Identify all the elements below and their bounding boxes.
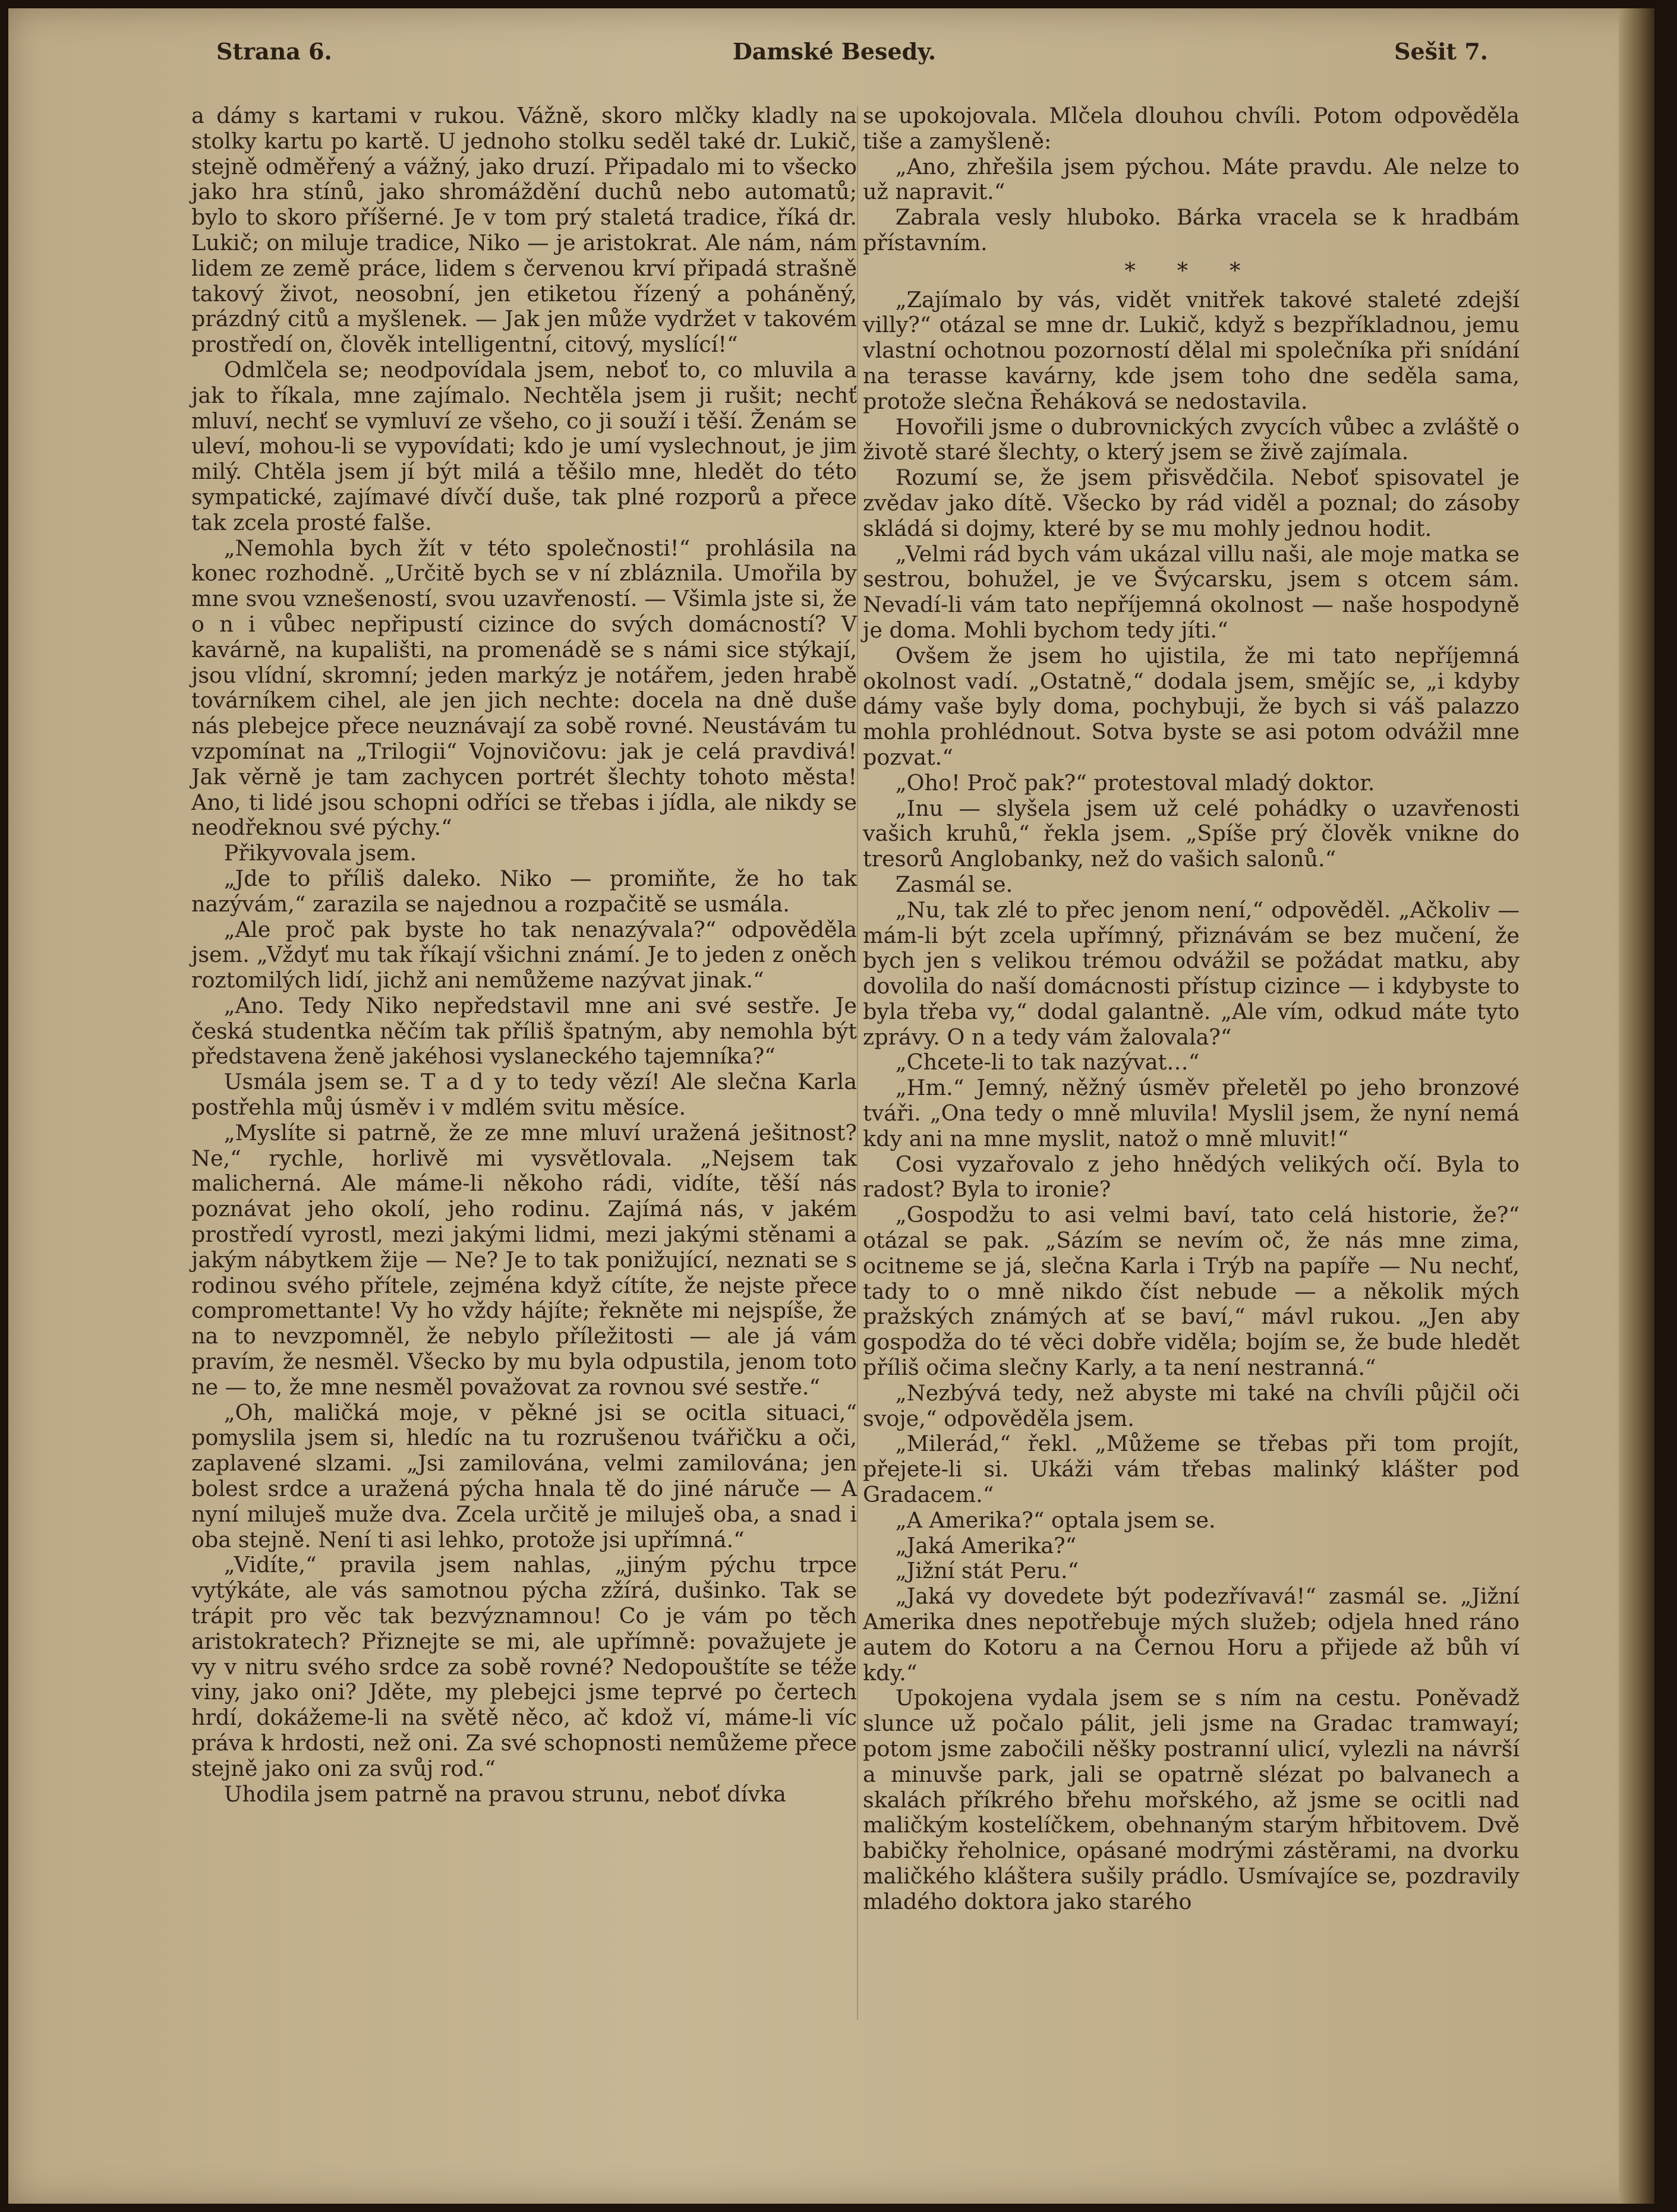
- paragraph: „Zajímalo by vás, vidět vnitřek takové staleté zdejší villy?“ otázal se mne dr. Lukič, když s bezpříkladnou, jemu vlastní ochotnou pozorností dělal mi společníka při snídání na terasse kavárny, kde jsem toho dne seděla sama, protože slečna Řeháková se nedostavila.: [863, 286, 1520, 414]
- paragraph: „Oho! Proč pak?“ protestoval mladý doktor.: [895, 769, 1375, 796]
- page-header: [181, 32, 1488, 74]
- paragraph: Zabrala vesly hluboko. Bárka vracela se k hradbám přístavním.: [863, 204, 1520, 255]
- paragraph: Hovořili jsme o dubrovnických zvycích vůbec a zvláště o životě staré šlechty, o který jsem se živě zajímala.: [863, 414, 1520, 465]
- paragraph: „Oh, maličká moje, v pěkné jsi se ocitla situaci,“ pomyslila jsem si, hledíc na tu rozrušenou tvářičku a oči, zaplavené slzami. „Jsi zamilována, velmi zamilována; jen bolest srdce a uražená pýcha hnala tě do jiné náruče — A nyní miluješ muže dva. Zcela určitě je miluješ oba, a snad i oba stejně. Není ti asi lehko, protože jsi upřímná.“: [191, 1399, 857, 1552]
- paragraph: „Chcete-li to tak nazývat…“: [895, 1049, 1200, 1075]
- paragraph: Upokojena vydala jsem se s ním na cestu. Poněvadž slunce už počalo pálit, jeli jsme na Gradac tramwayí; potom jsme zabočili něšky postranní ulicí, vylezli na návrší a minuvše park, jali se opatrně slézat po balvanech a skalách příkrého břehu mořského, až jsme se ocitli nad maličkým kostelíčkem, obehnaným starým hřbitovem. Dvě babičky řeholnice, opásané modrými zástěrami, na dvorku maličkého kláštera sušily prádlo. Usmívajíce se, pozdravily mladého doktora jako starého: [863, 1685, 1520, 1914]
- newspaper-page: [8, 8, 1654, 2204]
- paragraph: Ovšem že jsem ho ujistila, že mi tato nepříjemná okolnost vadí. „Ostatně,“ dodala jsem, smějíc se, „i kdyby dámy vaše byly doma, pochybuji, že bych si váš palazzo mohla prohlédnout. Sotva byste se asi potom odvážil mne pozvat.“: [863, 642, 1520, 770]
- paragraph: „Inu — slyšela jsem už celé pohádky o uzavřenosti vašich kruhů,“ řekla jsem. „Spíše prý člověk vnikne do tresorů Anglobanky, než do vašich salonů.“: [863, 795, 1520, 872]
- paragraph: „Nemohla bych žít v této společnosti!“ prohlásila na konec rozhodně. „Určitě bych se v ní zbláznila. Umořila by mne svou vznešeností, svou uzavřeností. — Všimla jste si, že o n i vůbec nepřipustí cizince do svých domácností? V kavárně, na kupališti, na promenádě se s námi sice stýkají, jsou vlídní, skromní; jeden markýz je notářem, jeden hrabě továrníkem cihel, ale jen jich nechte: docela na dně duše nás plebejce přece neuznávají za sobě rovné. Neustávám tu vzpomínat na „Trilogii“ Vojnovičovu: jak je celá pravdivá! Jak věrně je tam zachycen portrét šlechty tohoto města! Ano, ti lidé jsou schopni odříci se třebas i jídla, ale nikdy se neodřeknou své pýchy.“: [191, 535, 857, 841]
- paragraph: Uhodila jsem patrně na pravou strunu, neboť dívka: [223, 1781, 786, 1807]
- paragraph: „Gospodžu to asi velmi baví, tato celá historie, že?“ otázal se pak. „Sázím se nevím oč, že nás mne zima, ocitneme se já, slečna Karla i Trýb na papíře — Nu nechť, tady to o mně nikdo číst nebude — a několik mých pražských známých ať se baví,“ mávl rukou. „Jen aby gospodža do té věci dobře viděla; bojím se, že bude hledět příliš očima slečny Karly, a ta není nestranná.“: [863, 1202, 1520, 1381]
- paragraph: „Nu, tak zlé to přec jenom není,“ odpověděl. „Ačkoliv — mám-li být zcela upřímný, přiznávám se bez mučení, že bych jen s velikou trémou odvážil se požádat matku, aby dovolila do naší domácnosti přístup cizince — i kdybyste to byla třeba vy,“ dodal galantně. „Ale vím, odkud máte tyto zprávy. O n a tedy vám žalovala?“: [863, 897, 1520, 1050]
- paragraph: Rozumí se, že jsem přisvědčila. Neboť spisovatel je zvědav jako dítě. Všecko by rád viděl a poznal; do zásoby skládá si dojmy, které by se mu mohly jednou hodit.: [863, 465, 1520, 541]
- paragraph: se upokojovala. Mlčela dlouhou chvíli. Potom odpověděla tiše a zamyšleně:: [863, 103, 1520, 154]
- paragraph: „Jaká vy dovedete být podezřívavá!“ zasmál se. „Jižní Amerika dnes nepotřebuje mých služeb; odjela hned ráno autem do Kotoru a na Černou Horu a přijede až bůh ví kdy.“: [863, 1583, 1520, 1686]
- paragraph: „Nezbývá tedy, než abyste mi také na chvíli půjčil oči svoje,“ odpověděla jsem.: [863, 1380, 1520, 1431]
- paragraph: „A Amerika?“ optala jsem se.: [895, 1507, 1216, 1533]
- paragraph: „Ano, zhřešila jsem pýchou. Máte pravdu. Ale nelze to už napravit.“: [863, 153, 1520, 205]
- paragraph: „Jižní stát Peru.“: [895, 1558, 1079, 1584]
- section-break: * * *: [1124, 257, 1258, 283]
- paragraph: Zasmál se.: [895, 871, 1013, 897]
- paragraph: „Jde to příliš daleko. Niko — promiňte, že ho tak nazývám,“ zarazila se najednou a rozpačitě se usmála.: [191, 865, 857, 917]
- paragraph: Odmlčela se; neodpovídala jsem, neboť to, co mluvila a jak to říkala, mne zajímalo. Nechtěla jsem ji rušit; nechť mluví, nechť se vymluví ze všeho, co ji souží i těší. Ženám se uleví, mohou-li se vypovídati; kdo je umí vyslechnout, je jim milý. Chtěla jsem jí být milá a těšilo mne, hledět do této sympatické, zajímavé dívčí duše, tak plné rozporů a přece tak zcela prosté falše.: [191, 356, 857, 535]
- journal-title: Damské Besedy.: [732, 38, 937, 65]
- paragraph: „Myslíte si patrně, že ze mne mluví uražená ješitnost? Ne,“ rychle, horlivě mi vysvětlovala. „Nejsem tak malicherná. Ale máme-li někoho rádi, vidíte, těší nás poznávat jeho okolí, jeho rodinu. Zajímá nás, v jakém prostředí vyrostl, mezi jakými lidmi, mezi jakými stěnami a jakým nábytkem žije — Ne? Je to tak ponižující, neznati se s rodinou svého přítele, zejména když cítíte, že nejste přece compromettante! Vy ho vždy hájíte; řekněte mi nejspíše, že na to nevzpomněl, že nebylo příležitosti — ale já vám pravím, že nesměl. Všecko by mu byla odpustila, jenom toto ne — to, že mne nesměl považovat za rovnou své sestře.“: [191, 1119, 857, 1400]
- left-column: [191, 103, 857, 1807]
- paragraph: Usmála jsem se. T a d y to tedy vězí! Ale slečna Karla postřehla můj úsměv i v mdlém svitu měsíce.: [191, 1069, 857, 1121]
- paragraph: „Ano. Tedy Niko nepředstavil mne ani své sestře. Je česká studentka něčím tak příliš špatným, aby nemohla být představena ženě jakéhosi vyslaneckého tajemníka?“: [191, 992, 857, 1069]
- paragraph: „Jaká Amerika?“: [895, 1532, 1077, 1558]
- paragraph: „Velmi rád bych vám ukázal villu naši, ale moje matka se sestrou, bohužel, je ve Švýcarsku, jsem s otcem sám. Nevadí-li vám tato nepříjemná okolnost — naše hospodyně je doma. Mohli bychom tedy jíti.“: [863, 541, 1520, 643]
- paragraph: „Milerád,“ řekl. „Můžeme se třebas při tom projít, přejete-li si. Ukáži vám třebas malinký klášter pod Gradacem.“: [863, 1431, 1520, 1508]
- paragraph: „Vidíte,“ pravila jsem nahlas, „jiným pýchu trpce vytýkáte, ale vás samotnou pýcha zžírá, dušinko. Tak se trápit pro věc tak bezvýznamnou! Co je vám po těch aristokratech? Přiznejte se mi, ale upřímně: považujete je vy v nitru svého srdce za sobě rovné? Nedopouštíte se téže viny, jako oni? Jděte, my plebejci jsme teprvé po čertech hrdí, dokážeme-li na světě něco, ač kdož ví, máme-li víc práva k hrdosti, než oni. Za své schopnosti nemůžeme přece stejně jako oni za svůj rod.“: [191, 1552, 857, 1781]
- page-number: Strana 6.: [216, 38, 332, 65]
- paragraph: Přikyvovala jsem.: [223, 840, 417, 866]
- column-divider: [857, 106, 858, 2019]
- paragraph: a dámy s kartami v rukou. Vážně, skoro mlčky kladly na stolky kartu po kartě. U jednoho stolku seděl také dr. Lukič, stejně odměřený a vážný, jako druzí. Připadalo mi to všecko jako hra stínů, jako shromáždění duchů nebo automatů; bylo to skoro příšerné. Je v tom prý staletá tradice, říká dr. Lukič; on miluje tradice, Niko — je aristokrat. Ale nám, nám lidem ze země práce, lidem s červenou krví připadá strašně takový život, neosobní, jen etiketou řízený a poháněný, prázdný citů a myšlenek. — Jak jen může vydržet v takovém prostředí on, člověk intelligentní, citový, myslící!“: [191, 103, 857, 358]
- paragraph: „Hm.“ Jemný, něžný úsměv přeletěl po jeho bronzové tváři. „Ona tedy o mně mluvila! Myslil jsem, že nyní nemá kdy ani na mne myslit, natož o mně mluvit!“: [863, 1075, 1520, 1151]
- issue-number: Sešit 7.: [1394, 38, 1488, 65]
- page-edge-shadow: [1619, 8, 1654, 2204]
- paragraph: „Ale proč pak byste ho tak nenazývala?“ odpověděla jsem. „Vždyť mu tak říkají všichni známí. Je to jeden z oněch roztomilých lidí, jichž ani nemůžeme nazývat jinak.“: [191, 916, 857, 993]
- right-column: [863, 103, 1520, 1915]
- paragraph: Cosi vyzařovalo z jeho hnědých velikých očí. Byla to radost? Byla to ironie?: [863, 1151, 1520, 1203]
